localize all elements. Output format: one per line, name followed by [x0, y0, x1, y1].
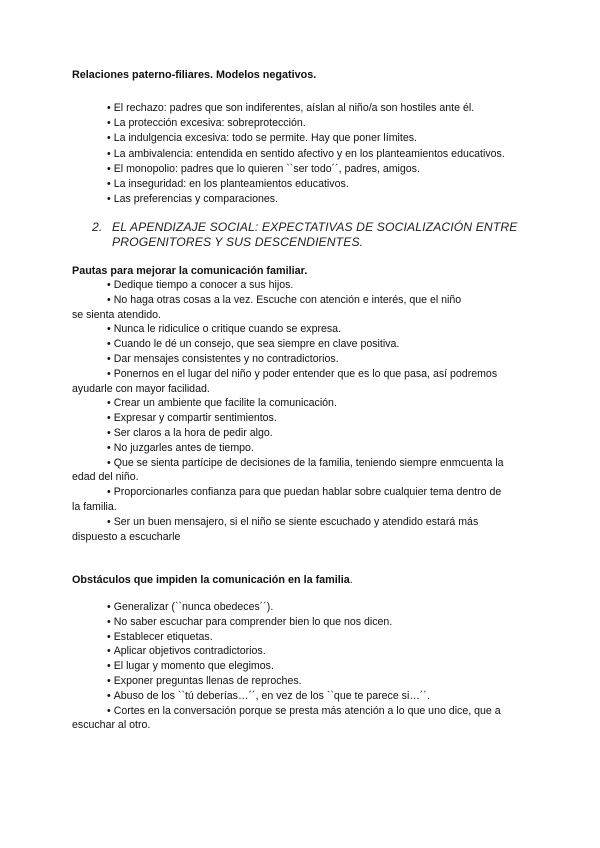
list-item	[107, 485, 501, 500]
list-item-text: Cuando le dé un consejo, que sea siempre en clave positiva.	[113, 338, 400, 351]
list-item-text: El monopolio: padres que lo quieren ``ser todo´´, padres, amigos.	[113, 162, 420, 175]
list-item-text: No juzgarles antes de tiempo.	[113, 441, 254, 454]
bullet-icon: •	[107, 486, 111, 499]
bullet-icon: •	[107, 441, 111, 454]
list-item	[107, 293, 461, 308]
bullet-icon: •	[107, 293, 111, 306]
bullet-icon: •	[107, 601, 111, 613]
list-item	[107, 352, 339, 367]
list-item	[107, 426, 273, 441]
section-title-line2: PROGENITORES Y SUS DESCENDIENTES.	[112, 235, 364, 249]
list-item-text: No saber escuchar para comprender bien lo que nos dicen.	[113, 615, 393, 628]
list-item-text: se sienta atendido.	[72, 308, 161, 321]
list-item	[107, 600, 273, 615]
bullet-icon: •	[107, 193, 111, 206]
list-item-text: Abuso de los ``tú deberías…´´, en vez de los ``que te parece si…´´.	[113, 689, 430, 702]
list-item-text: Nunca le ridiculice o critique cuando se expresa.	[113, 323, 342, 336]
list-item	[107, 278, 293, 293]
list-item-text: Establecer etiquetas.	[113, 630, 213, 643]
list-item-text: la familia.	[72, 501, 117, 513]
bullet-icon: •	[107, 660, 111, 673]
section-heading-pautas: Pautas para mejorar la comunicación familiar.	[72, 265, 308, 277]
list-item	[107, 615, 392, 630]
bullet-icon: •	[107, 456, 111, 469]
bullet-icon: •	[107, 279, 111, 291]
list-item-text: La protección excesiva: sobreprotección.	[113, 117, 306, 130]
bullet-icon: •	[107, 704, 111, 717]
section-heading-relaciones: Relaciones paterno-filiares. Modelos negativos.	[72, 69, 317, 81]
list-item	[107, 515, 478, 530]
bullet-icon: •	[107, 178, 111, 190]
list-item-text: La ambivalencia: entendida en sentido afectivo y en los planteamientos educativos.	[113, 147, 505, 160]
bullet-icon: •	[107, 615, 111, 628]
bullet-icon: •	[107, 147, 111, 160]
list-item	[107, 441, 254, 456]
list-item-continuation	[72, 308, 161, 323]
list-item-text: El rechazo: padres que son indiferentes, aíslan al niño/a son hostiles ante él.	[113, 102, 475, 114]
list-item	[107, 659, 274, 674]
list-item-text: Las preferencias y comparaciones.	[113, 193, 279, 206]
list-item-text: El lugar y momento que elegimos.	[113, 660, 274, 673]
list-item-text: Ser claros a la hora de pedir algo.	[113, 427, 273, 439]
list-item-text: Crear un ambiente que facilite la comunicación.	[113, 397, 337, 410]
list-item-text: Ponernos en el lugar del niño y poder entender que es lo que pasa, así podremos	[113, 367, 498, 380]
list-item	[107, 396, 337, 411]
list-item-text: Dedique tiempo a conocer a sus hijos.	[113, 279, 294, 291]
list-item	[107, 337, 399, 352]
section-heading-obstaculos	[72, 574, 353, 586]
bullet-icon: •	[107, 323, 111, 336]
list-item-text: escuchar al otro.	[72, 719, 151, 732]
bullet-icon: •	[107, 689, 111, 702]
list-item-text: No haga otras cosas a la vez. Escuche con atención e interés, que el niño	[113, 293, 462, 306]
list-item-continuation	[72, 500, 117, 515]
bullet-icon: •	[107, 630, 111, 643]
list-item	[107, 674, 302, 689]
list-item	[107, 704, 501, 719]
list-item	[107, 101, 474, 116]
list-item	[107, 411, 277, 426]
bullet-icon: •	[107, 397, 111, 410]
list-item	[107, 116, 306, 131]
list-item-text: Proporcionarles confianza para que puedan hablar sobre cualquier tema dentro de	[113, 486, 502, 499]
list-item-text: Exponer preguntas llenas de reproches.	[113, 675, 302, 687]
list-item-continuation	[72, 382, 210, 397]
list-item	[107, 367, 497, 382]
list-item-text: Dar mensajes consistentes y no contradictorios.	[113, 353, 339, 365]
bullet-icon: •	[107, 102, 111, 114]
bullet-icon: •	[107, 353, 111, 365]
list-item-text: Aplicar objetivos contradictorios.	[113, 645, 266, 658]
bullet-icon: •	[107, 645, 111, 658]
bullet-icon: •	[107, 132, 111, 145]
list-item	[107, 147, 505, 162]
list-item-text: Generalizar (``nunca obedeces´´).	[113, 601, 274, 613]
list-item	[107, 177, 349, 192]
list-item-text: Expresar y compartir sentimientos.	[113, 412, 277, 425]
list-item	[107, 644, 266, 659]
list-item-text: La indulgencia excesiva: todo se permite. Hay que poner límites.	[113, 132, 417, 145]
list-item-continuation	[72, 470, 139, 485]
list-item	[107, 689, 430, 704]
bullet-icon: •	[107, 338, 111, 351]
list-item-text: dispuesto a escucharle	[72, 530, 181, 543]
obstacles-heading-dot: .	[349, 574, 353, 586]
list-item-text: La inseguridad: en los planteamientos educativos.	[113, 178, 349, 190]
section-title-aprendizaje-social	[92, 220, 552, 250]
bullet-icon: •	[107, 515, 111, 528]
list-item	[107, 162, 420, 177]
list-item-text: edad del niño.	[72, 471, 139, 484]
list-item-text: Cortes en la conversación porque se presta más atención a lo que uno dice, que a	[113, 704, 501, 717]
list-item-text: ayudarle con mayor facilidad.	[72, 382, 210, 395]
list-item-continuation	[72, 530, 180, 545]
list-item	[107, 131, 417, 146]
bullet-icon: •	[107, 412, 111, 425]
obstacles-heading-text: Obstáculos que impiden la comunicación en la familia	[72, 574, 350, 586]
list-item	[107, 456, 504, 471]
list-item	[107, 322, 341, 337]
bullet-icon: •	[107, 427, 111, 439]
bullet-icon: •	[107, 675, 111, 687]
section-number: 2.	[92, 220, 103, 234]
section-title-line1: EL APENDIZAJE SOCIAL: EXPECTATIVAS DE SOCIALIZACIÓN ENTRE	[112, 220, 518, 234]
list-item-text: Que se sienta partícipe de decisiones de la familia, teniendo siempre enmcuenta la	[113, 456, 504, 469]
list-item-text: Ser un buen mensajero, si el niño se siente escuchado y atendido estará más	[113, 515, 479, 528]
list-item-continuation	[72, 718, 150, 733]
bullet-icon: •	[107, 117, 111, 130]
list-item	[107, 192, 278, 207]
bullet-icon: •	[107, 162, 111, 175]
bullet-icon: •	[107, 367, 111, 380]
list-item	[107, 630, 213, 645]
